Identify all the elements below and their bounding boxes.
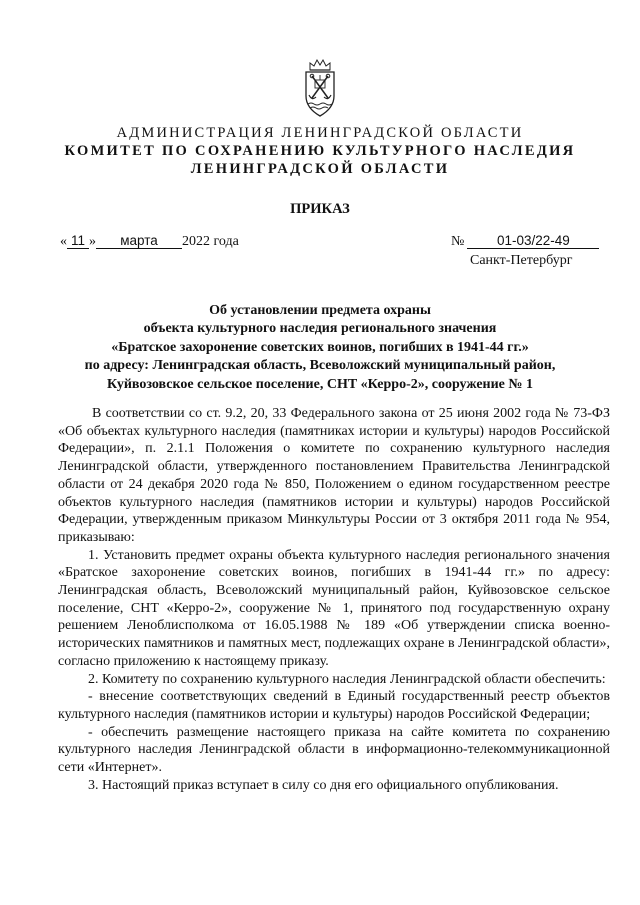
date-open-quote: « xyxy=(60,234,67,249)
order-date xyxy=(60,234,239,250)
item-2b-paragraph: - обеспечить размещение настоящего приказа на сайте комитета по сохранению культурного наследия Ленинградской области в информационно-телекоммуникационной сети «Интернет». xyxy=(58,724,610,776)
org-name-line-1: АДМИНИСТРАЦИЯ ЛЕНИНГРАДСКОЙ ОБЛАСТИ xyxy=(116,125,524,141)
date-year: 2022 года xyxy=(182,234,239,249)
number-value: 01-03/22-49 xyxy=(467,234,599,249)
order-subject xyxy=(40,302,600,394)
subject-line: «Братское захоронение советских воинов, погибших в 1941-44 гг.» xyxy=(111,339,529,355)
date-month: марта xyxy=(96,234,182,249)
document-type: ПРИКАЗ xyxy=(290,201,350,217)
item-1-paragraph: 1. Установить предмет охраны объекта культурного наследия регионального значения «Братское захоронение советских воинов, погибших в 1941-44 гг.» по адресу: Ленинградская область, Всеволожский муниципальный район, Куйвозовское сельское поселение, СНТ «Керро-2», сооружение № 1, принятого под государственную охрану решением Леноблисполкома от 16.05.1988 № 189 «Об утверждении списка военно-исторических памятников и памятных мест, подлежащих охране в Ленинградской области», согласно приложению к настоящему приказу. xyxy=(58,547,610,669)
committee-name-line-1: КОМИТЕТ ПО СОХРАНЕНИЮ КУЛЬТУРНОГО НАСЛЕДИЯ xyxy=(64,143,576,159)
city: Санкт-Петербург xyxy=(470,253,573,268)
subject-line: объекта культурного наследия регионального значения xyxy=(143,321,497,337)
committee-name-line-2: ЛЕНИНГРАДСКОЙ ОБЛАСТИ xyxy=(190,161,450,177)
item-2a-paragraph: - внесение соответствующих сведений в Единый государственный реестр объектов культурного наследия (памятников истории и культуры) народов Российской Федерации; xyxy=(58,689,610,722)
date-close-quote: » xyxy=(89,234,96,249)
subject-line: Об установлении предмета охраны xyxy=(209,303,431,318)
subject-line: по адресу: Ленинградская область, Всеволожский муниципальный район, xyxy=(84,358,556,374)
order-number xyxy=(451,234,599,250)
item-3-paragraph: 3. Настоящий приказ вступает в силу со дня его официального опубликования. xyxy=(88,777,559,793)
order-body xyxy=(58,405,610,794)
preamble-paragraph: В соответствии со ст. 9.2, 20, 33 Федерального закона от 25 июня 2002 года № 73-ФЗ «Об объектах культурного наследия (памятниках истории и культуры) народов Российской Федерации», п. 2.1.1 Положения о комитете по сохранению культурного наследия Ленинградской области, утвержденного постановлением Правительства Ленинградской области от 24 декабря 2020 года № 850, Положением о едином государственном реестре объектов культурного наследия (памятников истории и культуры) народов Российской Федерации, утвержденным приказом Минкультуры России от 3 октября 2011 года № 954, приказываю: xyxy=(58,406,610,545)
coat-of-arms-icon xyxy=(302,58,338,118)
item-2-paragraph: 2. Комитету по сохранению культурного наследия Ленинградской области обеспечить: xyxy=(88,671,606,687)
subject-line: Куйвозовское сельское поселение, СНТ «Керро-2», сооружение № 1 xyxy=(107,376,533,392)
date-day: 11 xyxy=(67,234,89,249)
number-sign: № xyxy=(451,234,465,249)
